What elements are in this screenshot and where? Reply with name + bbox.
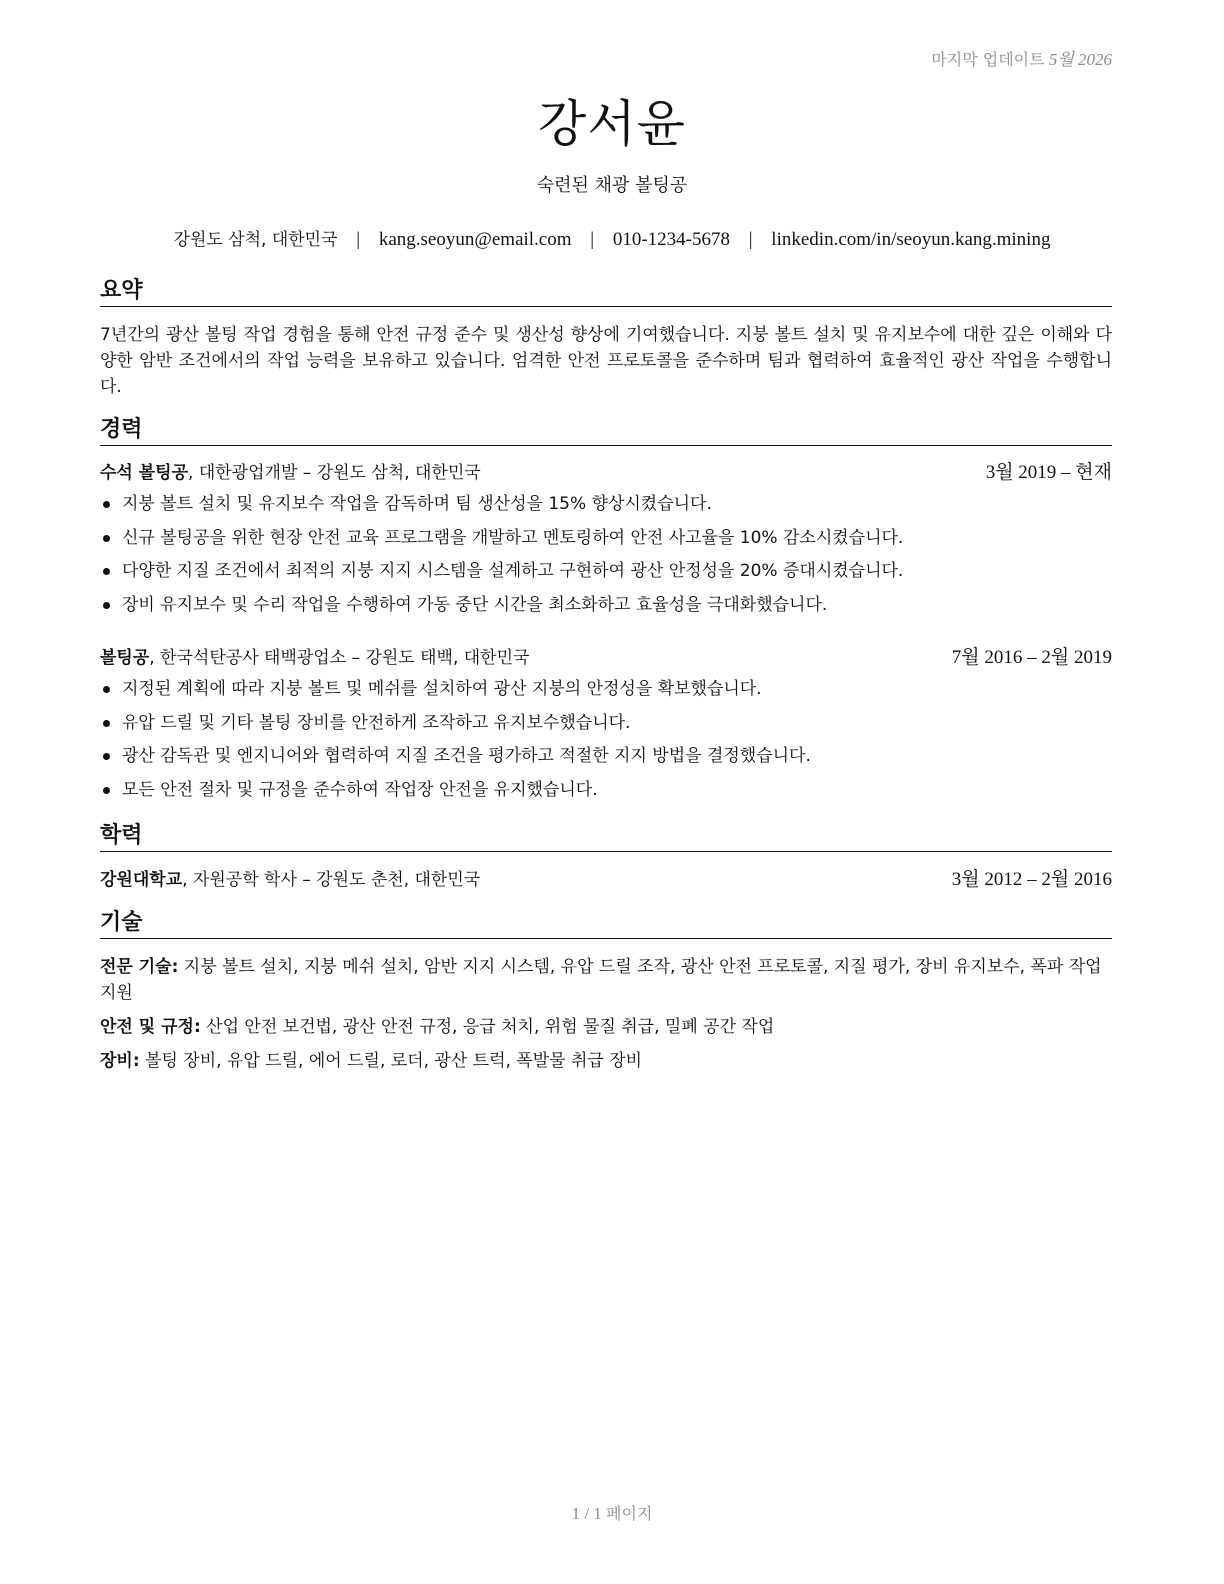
list-item: 신규 볼팅공을 위한 현장 안전 교육 프로그램을 개발하고 멘토링하여 안전 사고율을 10% 감소시켰습니다. xyxy=(100,526,1112,560)
education-date-text: 3월 2012 – 2월 2016 xyxy=(951,869,1112,890)
job-bullet-list xyxy=(100,492,1112,627)
education-date xyxy=(952,868,1112,892)
job-entry-header xyxy=(100,646,1112,670)
list-item: 유압 드릴 및 기타 볼팅 장비를 안전하게 조작하고 유지보수했습니다. xyxy=(100,711,1112,745)
list-item: 광산 감독관 및 엔지니어와 협력하여 지질 조건을 평가하고 적절한 지지 방법을 결정했습니다. xyxy=(100,744,1112,778)
list-item: 장비 유지보수 및 수리 작업을 수행하여 가동 중단 시간을 최소화하고 효율성을 극대화했습니다. xyxy=(100,593,1112,627)
job-title: 수석 볼팅공 xyxy=(100,463,189,483)
last-updated xyxy=(931,45,1112,70)
job-title: 볼팅공 xyxy=(100,648,150,668)
skill-group xyxy=(100,1048,1112,1074)
last-updated-label: 마지막 업데이트 xyxy=(931,50,1045,69)
skill-group-label: 장비: xyxy=(100,1051,140,1071)
job-entry-header xyxy=(100,461,1112,485)
person-name: 강서윤 xyxy=(538,95,686,153)
page-label: 페이지 xyxy=(606,1504,653,1523)
skill-group-label: 전문 기술: xyxy=(100,957,179,977)
list-item: 모든 안전 절차 및 규정을 준수하여 작업장 안전을 유지했습니다. xyxy=(100,778,1112,812)
skill-group-text: 볼팅 장비, 유압 드릴, 에어 드릴, 로더, 광산 트럭, 폭발물 취급 장비 xyxy=(139,1051,643,1071)
job-tagline: 숙련된 채광 볼팅공 xyxy=(536,175,688,196)
job-org: , 한국석탄공사 태백광업소 – 강원도 태백, 대한민국 xyxy=(149,648,530,668)
contact-location: 강원도 삼척, 대한민국 xyxy=(173,230,338,250)
skill-group xyxy=(100,1014,1112,1040)
contact-email[interactable]: kang.seoyun@email.com xyxy=(378,229,572,250)
section-title-skills: 기술 xyxy=(100,910,1112,939)
page-number: 1 / 1 xyxy=(571,1504,602,1523)
education-entry xyxy=(100,868,1112,892)
section-title-summary: 요약 xyxy=(100,278,1112,307)
skills-list xyxy=(100,954,1112,1074)
job-org: , 대한광업개발 – 강원도 삼척, 대한민국 xyxy=(188,463,481,483)
job-date-text: 3월 2019 – 현재 xyxy=(985,462,1112,483)
contact-separator: | xyxy=(590,229,595,250)
page-footer xyxy=(0,1501,1224,1524)
education-detail: , 자원공학 학사 – 강원도 춘천, 대한민국 xyxy=(182,870,481,890)
contact-line xyxy=(0,225,1224,251)
list-item: 지붕 볼트 설치 및 유지보수 작업을 감독하며 팀 생산성을 15% 향상시켰습니다. xyxy=(100,492,1112,526)
section-title-education: 학력 xyxy=(100,823,1112,852)
contact-separator: | xyxy=(356,229,361,250)
list-item: 다양한 지질 조건에서 최적의 지붕 지지 시스템을 설계하고 구현하여 광산 안정성을 20% 증대시켰습니다. xyxy=(100,559,1112,593)
job-date-text: 7월 2016 – 2월 2019 xyxy=(951,647,1112,668)
last-updated-date: 5월 2026 xyxy=(1048,50,1112,69)
summary-text: 7년간의 광산 볼팅 작업 경험을 통해 안전 규정 준수 및 생산성 향상에 기여했습니다. 지붕 볼트 설치 및 유지보수에 대한 깊은 이해와 다양한 암반 조건에서의 작업 능력을 보유하고 있습니다. 엄격한 안전 프로토콜을 준수하며 팀과 협력하여 효율적인 광산 작업을 수행합니다. xyxy=(100,325,1112,397)
skill-group xyxy=(100,954,1112,1006)
list-item: 지정된 계획에 따라 지붕 볼트 및 메쉬를 설치하여 광산 지붕의 안정성을 확보했습니다. xyxy=(100,677,1112,711)
contact-phone[interactable]: 010-1234-5678 xyxy=(612,229,730,250)
section-title-experience: 경력 xyxy=(100,417,1112,446)
skill-group-text: 지붕 볼트 설치, 지붕 메쉬 설치, 암반 지지 시스템, 유압 드릴 조작, 광산 안전 프로토콜, 지질 평가, 장비 유지보수, 폭파 작업 지원 xyxy=(100,957,1102,1003)
job-bullet-list xyxy=(100,677,1112,812)
skill-group-text: 산업 안전 보건법, 광산 안전 규정, 응급 처치, 위험 물질 취급, 밀폐 공간 작업 xyxy=(200,1017,775,1037)
job-date xyxy=(952,646,1112,670)
job-date xyxy=(986,461,1112,485)
school-name: 강원대학교 xyxy=(100,870,183,890)
contact-linkedin-link[interactable]: linkedin.com/in/seoyun.kang.mining xyxy=(771,229,1051,250)
skill-group-label: 안전 및 규정: xyxy=(100,1017,201,1037)
contact-separator: | xyxy=(748,229,753,250)
